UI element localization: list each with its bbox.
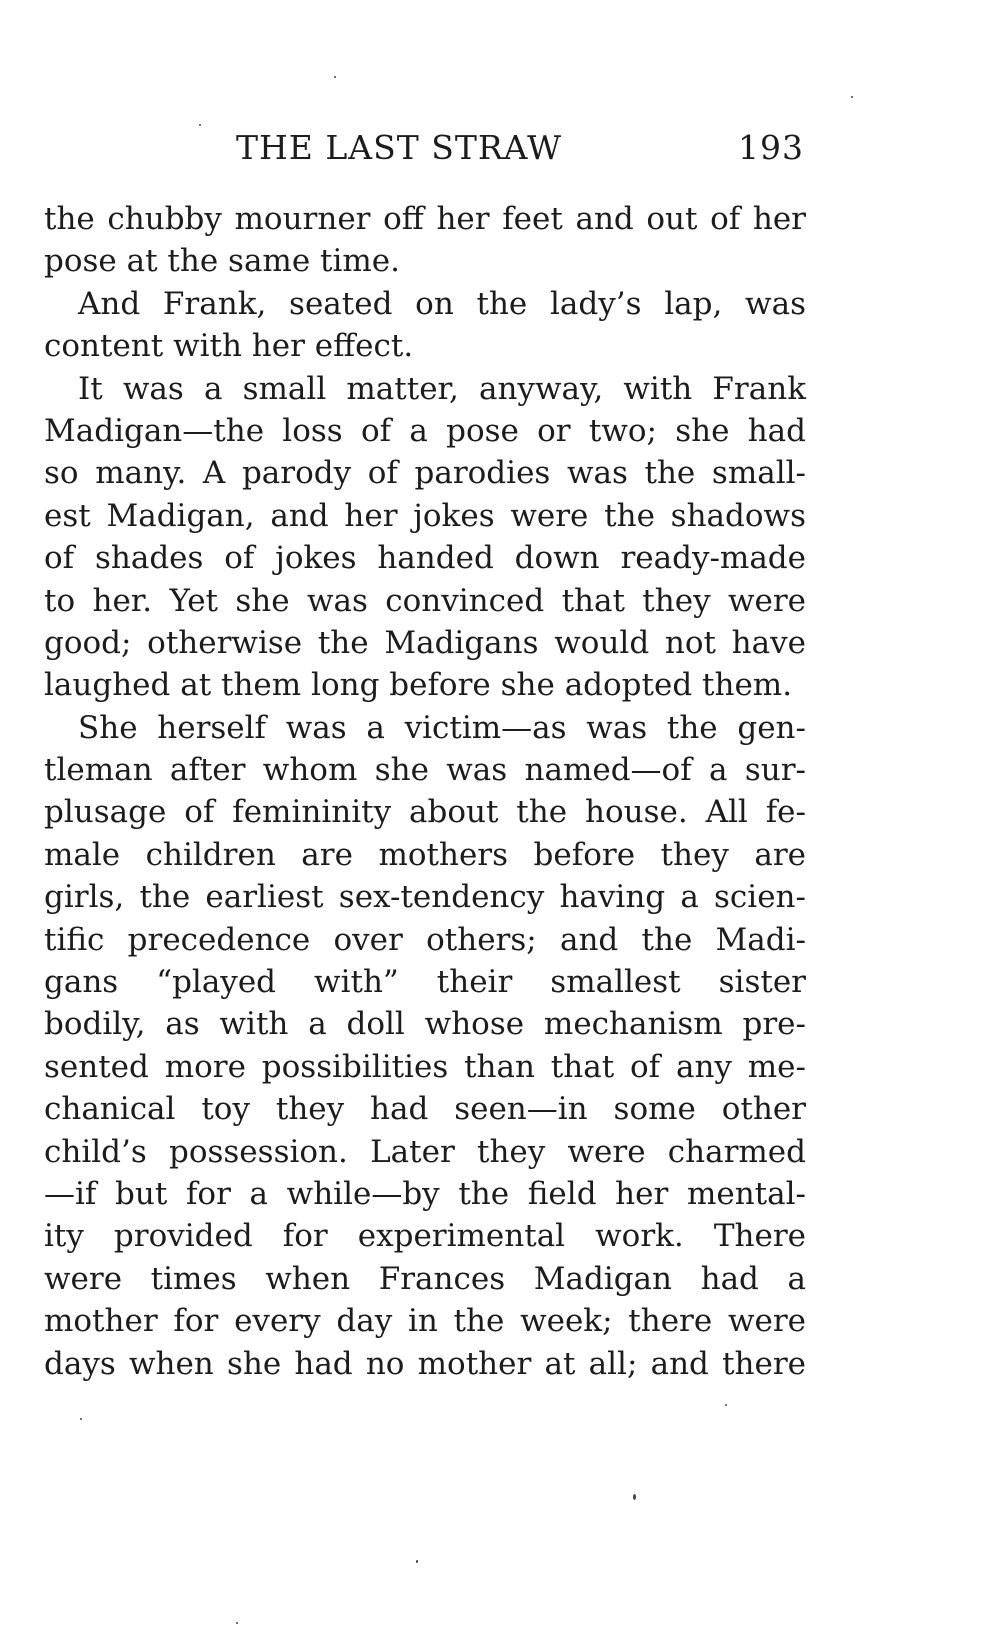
page-header [44,128,804,172]
text-line: tific precedence over others; and the Madi- [44,921,806,958]
text-line: plusage of femininity about the house. All fe- [44,794,806,831]
scan-speck [633,1494,636,1500]
text-line: content with her effect. [44,328,414,365]
scan-speck [416,1560,418,1563]
scan-speck [236,1622,238,1624]
page-number: 193 [738,128,804,167]
text-line: —if but for a while—by the field her mental- [44,1175,806,1212]
scan-speck [851,96,853,98]
text-line: to her. Yet she was convinced that they were [44,582,806,619]
text-line: She herself was a victim—as was the gen- [78,709,806,746]
text-line: pose at the same time. [44,243,400,280]
text-line: est Madigan, and her jokes were the shadows [44,497,806,534]
text-line: laughed at them long before she adopted them. [44,667,793,704]
running-title: THE LAST STRAW [236,128,563,167]
text-line: gans “played with” their smallest sister [44,964,806,1001]
text-line: the chubby mourner off her feet and out of her [44,201,806,237]
text-line: And Frank, seated on the lady’s lap, was [78,285,806,322]
text-line: of shades of jokes handed down ready-made [44,540,806,577]
scan-speck [334,76,336,78]
text-line: mother for every day in the week; there were [44,1303,806,1340]
text-line: girls, the earliest sex-tendency having a scien- [44,879,806,916]
text-line: were times when Frances Madigan had a [44,1260,806,1297]
text-line: so many. A parody of parodies was the small- [44,455,806,492]
text-line: tleman after whom she was named—of a sur- [44,752,806,789]
text-line: sented more possibilities than that of any me- [44,1048,806,1085]
scan-speck [80,1418,82,1420]
text-line: ity provided for experimental work. There [44,1218,806,1255]
text-line: days when she had no mother at all; and there [44,1345,806,1382]
text-line: Madigan—the loss of a pose or two; she had [44,412,806,449]
text-line: chanical toy they had seen—in some other [44,1091,806,1128]
text-line: child’s possession. Later they were charmed [44,1133,806,1170]
body-text [44,198,806,1385]
text-line: good; otherwise the Madigans would not have [44,624,806,661]
scan-speck [725,1404,727,1406]
text-line: It was a small matter, anyway, with Frank [78,370,806,407]
text-line: male children are mothers before they are [44,836,806,873]
text-line: bodily, as with a doll whose mechanism pre- [44,1006,806,1043]
scan-speck [199,124,201,126]
